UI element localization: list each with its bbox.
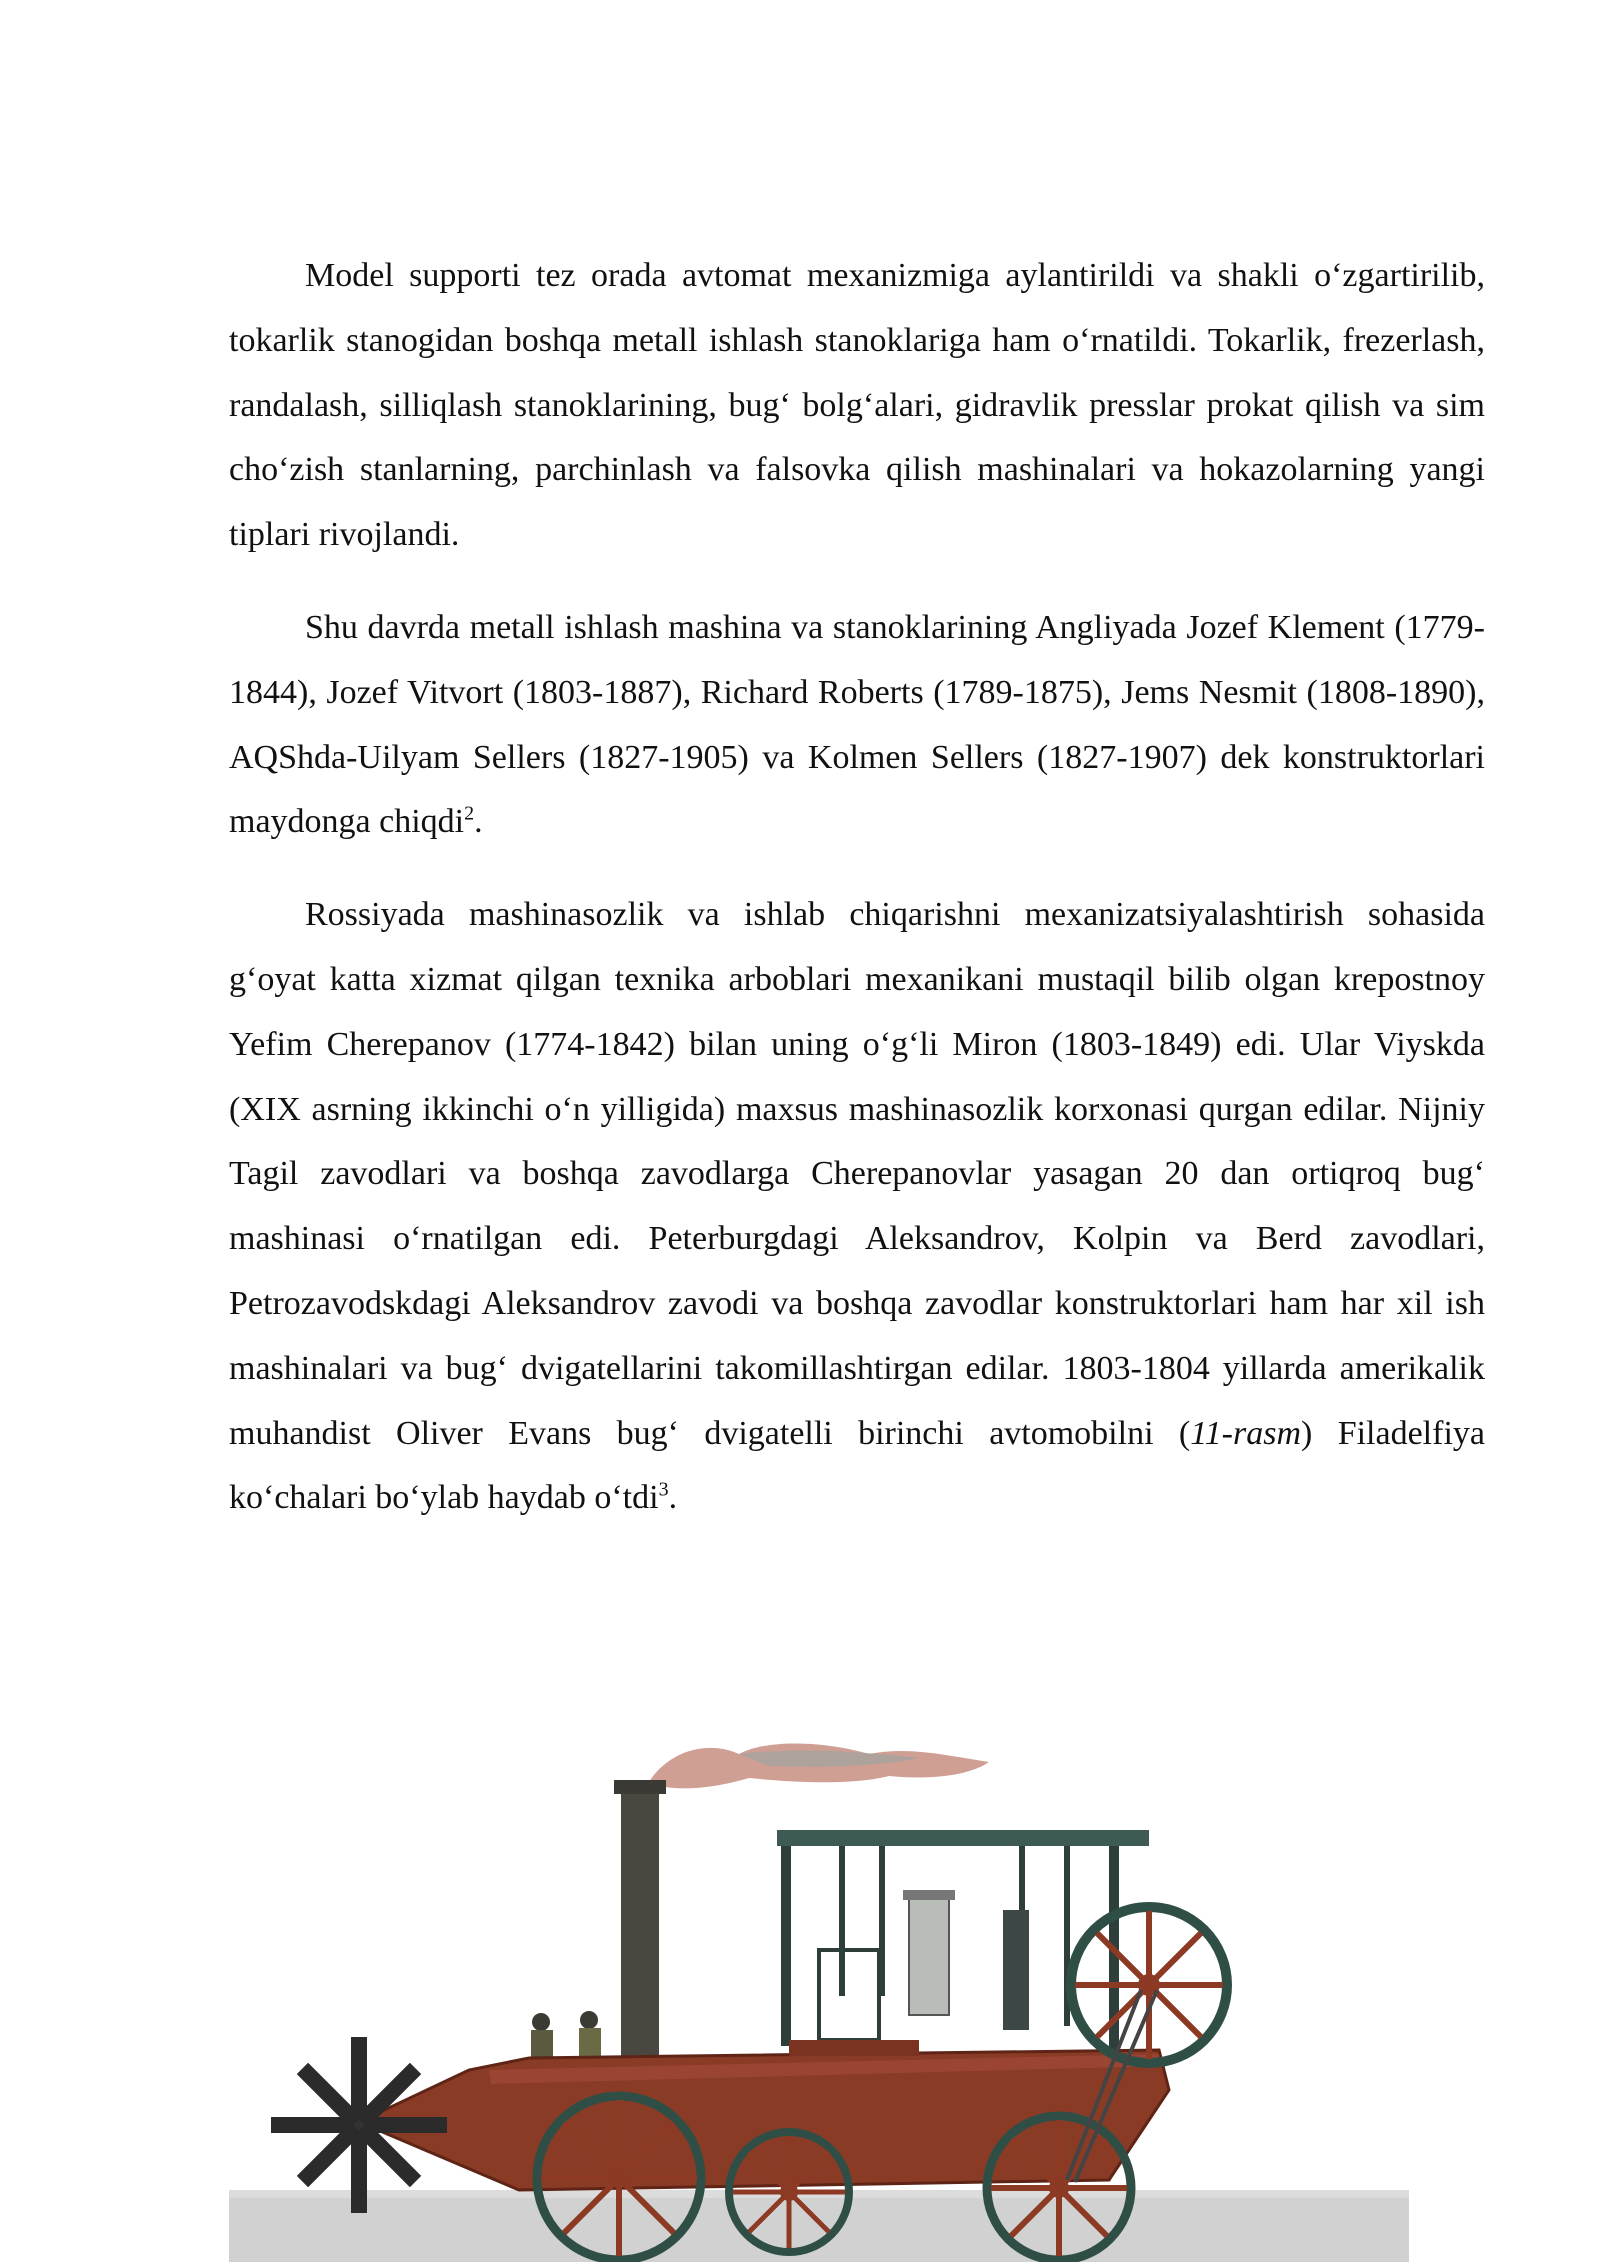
paragraph-2-text: Shu davrda metall ishlash mashina va stanoklarining Angliyada Jozef Klement (1779-1844), Jozef Vitvort (1803-1887), Richard Roberts (1789-1875), Jems Nesmit (1808-1890), AQShda-Uilyam Sellers (1827-1905) va Kolmen Sellers (1827-1907) dek konstruktorlari maydonga chiqdi <box>229 608 1485 841</box>
paragraph-2 <box>229 596 1485 855</box>
rear-wheel <box>537 2096 701 2260</box>
paragraph-1 <box>229 244 1485 568</box>
paragraph-3-text-after: ) Filadelfiya ko‘chalari bo‘ylab haydab o‘tdi <box>229 1414 1485 1517</box>
chimney <box>621 1784 659 2090</box>
drive-wheel <box>1071 1907 1227 2063</box>
figure-reference: 11-rasm <box>1190 1414 1302 1452</box>
walking-beam <box>777 1830 1149 1846</box>
paragraph-3 <box>229 883 1485 1531</box>
body-text <box>229 244 1485 1559</box>
paddle-wheel <box>271 2037 447 2213</box>
footnote-ref-2[interactable]: 2 <box>464 803 475 826</box>
steam-vehicle-illustration <box>229 1720 1409 2262</box>
steam-vehicle-figure <box>229 1720 1409 2262</box>
paragraph-2-end: . <box>474 803 483 841</box>
middle-wheel <box>729 2132 849 2252</box>
steam-cylinder <box>909 1895 949 2015</box>
paragraph-1-text: Model supporti tez orada avtomat mexanizmiga aylantirildi va shakli o‘zgartirilib, tokarlik stanogidan boshqa metall ishlash stanoklariga ham o‘rnatildi. Tokarlik, frezerlash, randalash, silliqlash stanoklarining, bug‘ bolg‘alari, gidravlik presslar prokat qilish va sim cho‘zish stanlarning, parchinlash va falsovka qilish mashinalari va hokazolarning yangi tiplari rivojlandi. <box>229 257 1485 554</box>
footnote-ref-3[interactable]: 3 <box>658 1479 669 1502</box>
paragraph-3-end: . <box>668 1479 678 1517</box>
front-wheel <box>987 2116 1131 2260</box>
paragraph-3-text-before: Rossiyada mashinasozlik va ishlab chiqarishni mexanizatsiyalashtirish sohasida g‘oyat katta xizmat qilgan texnika arboblari mexanikani mustaqil bilib olgan krepostnoy Yefim Cherepanov (1774-1842) bilan uning o‘g‘li Miron (1803-1849) edi. Ular Viyskda (XIX asrning ikkinchi o‘n yilligida) maxsus mashinasozlik korxonasi qurgan edilar. Nijniy Tagil zavodlari va boshqa zavodlarga Cherepanovlar yasagan 20 dan ortiqroq bug‘ mashinasi o‘rnatilgan edi. Peterburgdagi Aleksandrov, Kolpin va Berd zavodlari, Petrozavodskdagi Aleksandrov zavodi va boshqa zavodlar konstruktorlari ham har xil ish mashinalari va bug‘ dvigatellarini takomillashtirgan edilar. 1803-1804 yillarda amerikalik muhandist Oliver Evans bug‘ dvigatelli birinchi avtomobilni ( <box>229 896 1485 1452</box>
